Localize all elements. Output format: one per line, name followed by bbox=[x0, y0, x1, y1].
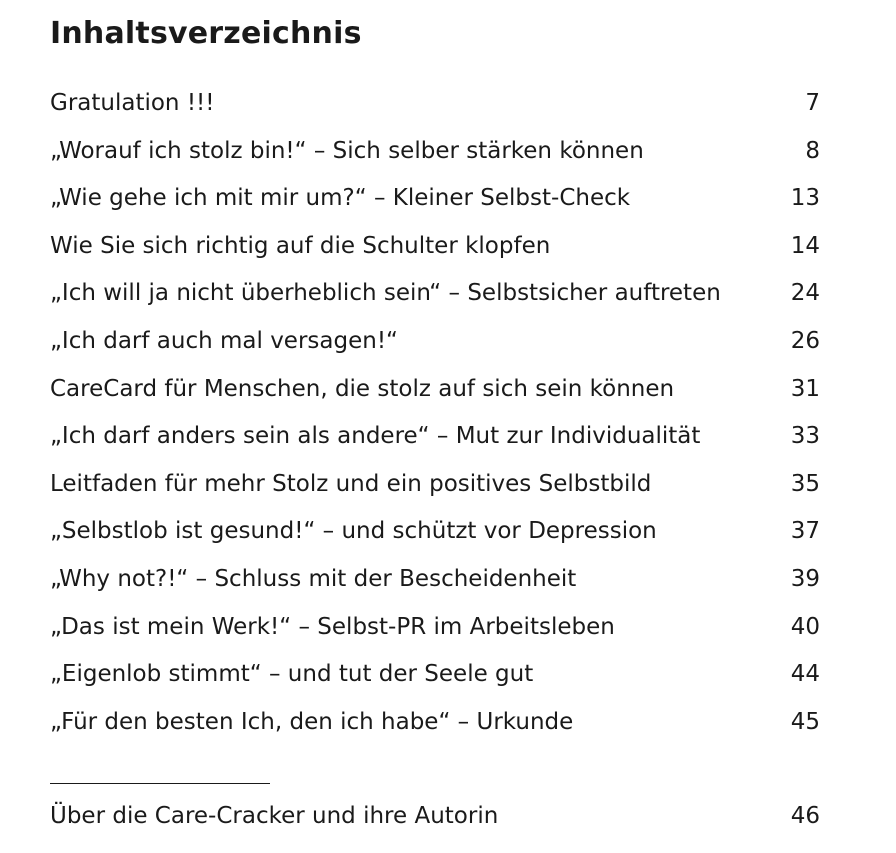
toc-entry bbox=[50, 651, 820, 699]
toc-entry-page: 7 bbox=[805, 90, 820, 116]
toc-entry bbox=[50, 223, 820, 271]
toc-entry-page: 26 bbox=[790, 327, 820, 354]
toc-entry-page: 35 bbox=[790, 470, 820, 497]
toc-entry-page: 33 bbox=[790, 423, 820, 450]
toc-entry-title: „Selbstlob ist gesund!“ – und schützt vor Depression bbox=[50, 518, 657, 545]
toc-entry-page: 45 bbox=[790, 708, 820, 735]
table-of-contents bbox=[50, 80, 820, 746]
toc-entry-page: 13 bbox=[790, 185, 820, 212]
toc-entry-title: „Für den besten Ich, den ich habe“ – Urkunde bbox=[50, 708, 574, 735]
toc-entry-title: Wie Sie sich richtig auf die Schulter klopfen bbox=[50, 232, 551, 259]
toc-entry-title: Leitfaden für mehr Stolz und ein positives Selbstbild bbox=[50, 470, 652, 497]
toc-entry bbox=[50, 413, 820, 461]
toc-entry-page: 46 bbox=[790, 803, 820, 829]
toc-entry bbox=[50, 366, 820, 414]
toc-entry-page: 31 bbox=[790, 375, 820, 402]
toc-entry-title: „Wie gehe ich mit mir um?“ – Kleiner Selbst-Check bbox=[50, 185, 631, 212]
toc-entry-page: 14 bbox=[790, 232, 820, 259]
toc-entry-title: „Eigenlob stimmt“ – und tut der Seele gut bbox=[50, 661, 534, 688]
toc-entry bbox=[50, 128, 820, 176]
toc-entry bbox=[50, 699, 820, 747]
toc-entry bbox=[50, 80, 820, 128]
toc-entry-page: 44 bbox=[790, 661, 820, 688]
section-divider bbox=[50, 783, 270, 784]
toc-entry bbox=[50, 556, 820, 604]
toc-entry bbox=[50, 318, 820, 366]
toc-entry-appendix bbox=[50, 793, 820, 841]
toc-entry-title: „Das ist mein Werk!“ – Selbst-PR im Arbeitsleben bbox=[50, 613, 615, 640]
toc-entry-title: Gratulation !!! bbox=[50, 90, 215, 116]
toc-entry-title: „Ich darf auch mal versagen!“ bbox=[50, 327, 398, 354]
toc-entry-title: CareCard für Menschen, die stolz auf sich sein können bbox=[50, 375, 675, 402]
page-title: Inhaltsverzeichnis bbox=[50, 16, 362, 51]
toc-entry bbox=[50, 270, 820, 318]
toc-entry-title: „Worauf ich stolz bin!“ – Sich selber stärken können bbox=[50, 137, 644, 164]
toc-entry bbox=[50, 604, 820, 652]
toc-entry-page: 37 bbox=[790, 518, 820, 545]
toc-entry bbox=[50, 508, 820, 556]
toc-entry-title: „Ich darf anders sein als andere“ – Mut zur Individualität bbox=[50, 423, 701, 450]
toc-entry-page: 8 bbox=[805, 137, 820, 164]
toc-entry-page: 39 bbox=[790, 565, 820, 592]
toc-entry-title: „Ich will ja nicht überheblich sein“ – Selbstsicher auftreten bbox=[50, 280, 721, 307]
toc-entry-page: 24 bbox=[790, 280, 820, 307]
toc-entry-title: „Why not?!“ – Schluss mit der Bescheidenheit bbox=[50, 565, 577, 592]
toc-entry bbox=[50, 175, 820, 223]
toc-entry bbox=[50, 461, 820, 509]
toc-entry-page: 40 bbox=[790, 613, 820, 640]
toc-entry-title: Über die Care-Cracker und ihre Autorin bbox=[50, 803, 499, 829]
